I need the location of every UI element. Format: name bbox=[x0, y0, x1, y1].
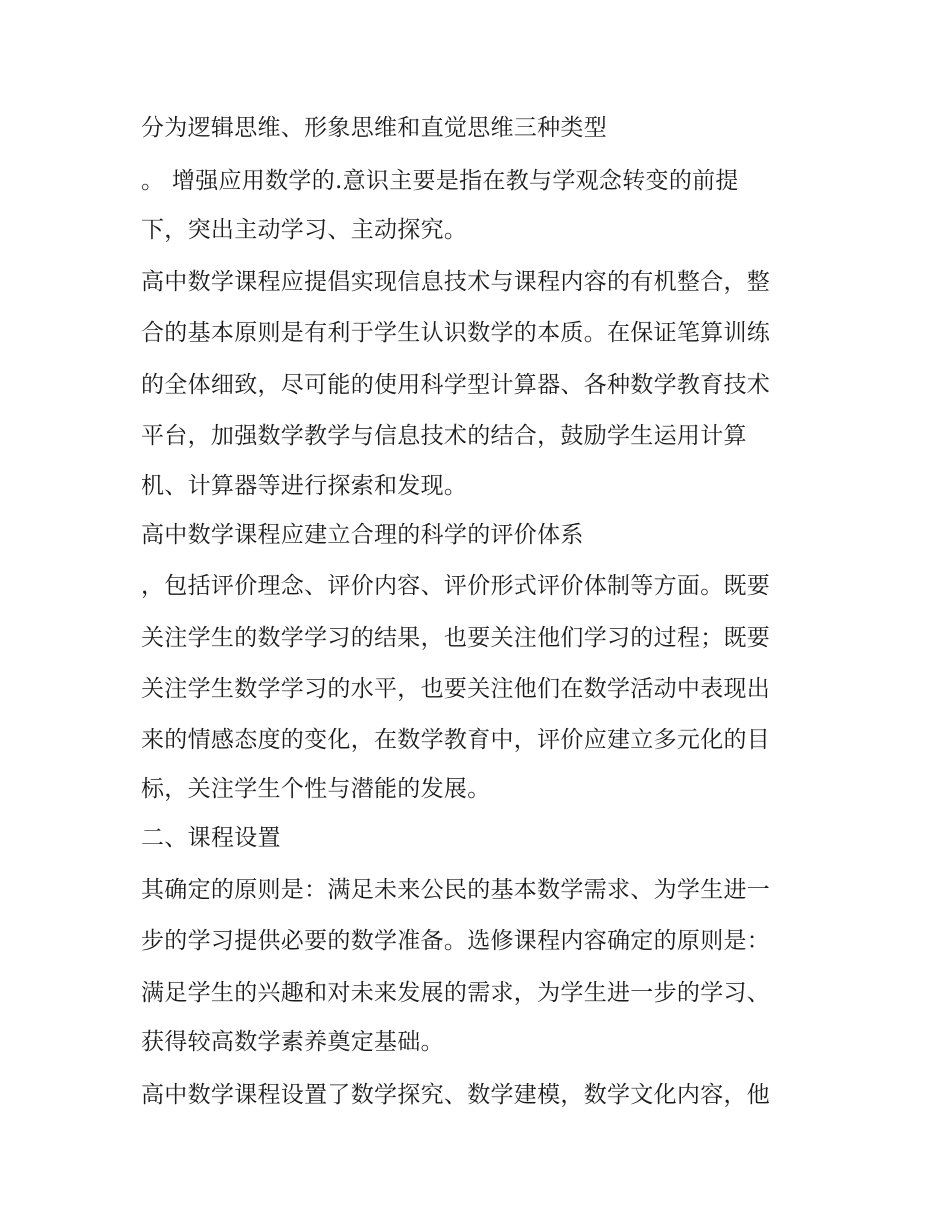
text-line: 关注学生的数学学习的结果，也要关注他们学习的过程；既要 bbox=[141, 625, 771, 651]
text-line: 的全体细致，尽可能的使用科学型计算器、各种数学教育技术 bbox=[141, 372, 771, 398]
text-line: ，包括评价理念、评价内容、评价形式评价体制等方面。既要 bbox=[141, 573, 771, 599]
text-line: 下，突出主动学习、主动探究。 bbox=[141, 217, 468, 243]
text-line: 高中数学课程应提倡实现信息技术与课程内容的有机整合，整 bbox=[141, 269, 771, 295]
text-line: 满足学生的兴趣和对未来发展的需求，为学生进一步的学习、 bbox=[141, 980, 771, 1006]
text-line: 获得较高数学素养奠定基础。 bbox=[141, 1029, 444, 1055]
text-line: 关注学生数学学习的水平，也要关注他们在数学活动中表现出 bbox=[141, 676, 771, 702]
text-line: 平台，加强数学教学与信息技术的结合，鼓励学生运用计算 bbox=[141, 423, 747, 449]
text-line: 。 增强应用数学的.意识主要是指在教与学观念转变的前提 bbox=[141, 168, 739, 194]
text-line: 高中数学课程应建立合理的科学的评价体系 bbox=[141, 522, 584, 548]
text-line: 其确定的原则是：满足未来公民的基本数学需求、为学生进一 bbox=[141, 877, 771, 903]
text-line: 高中数学课程设置了数学探究、数学建模，数学文化内容，他 bbox=[141, 1082, 771, 1108]
text-line: 机、计算器等进行探索和发现。 bbox=[141, 473, 468, 499]
text-line: 步的学习提供必要的数学准备。选修课程内容确定的原则是： bbox=[141, 928, 771, 954]
section-heading: 二、课程设置 bbox=[141, 825, 281, 851]
text-line: 标，关注学生个性与潜能的发展。 bbox=[141, 776, 491, 802]
text-line: 合的基本原则是有利于学生认识数学的本质。在保证笔算训练 bbox=[141, 320, 771, 346]
text-line: 分为逻辑思维、形象思维和直觉思维三种类型 bbox=[141, 115, 607, 141]
text-line: 来的情感态度的变化，在数学教育中，评价应建立多元化的目 bbox=[141, 727, 771, 753]
